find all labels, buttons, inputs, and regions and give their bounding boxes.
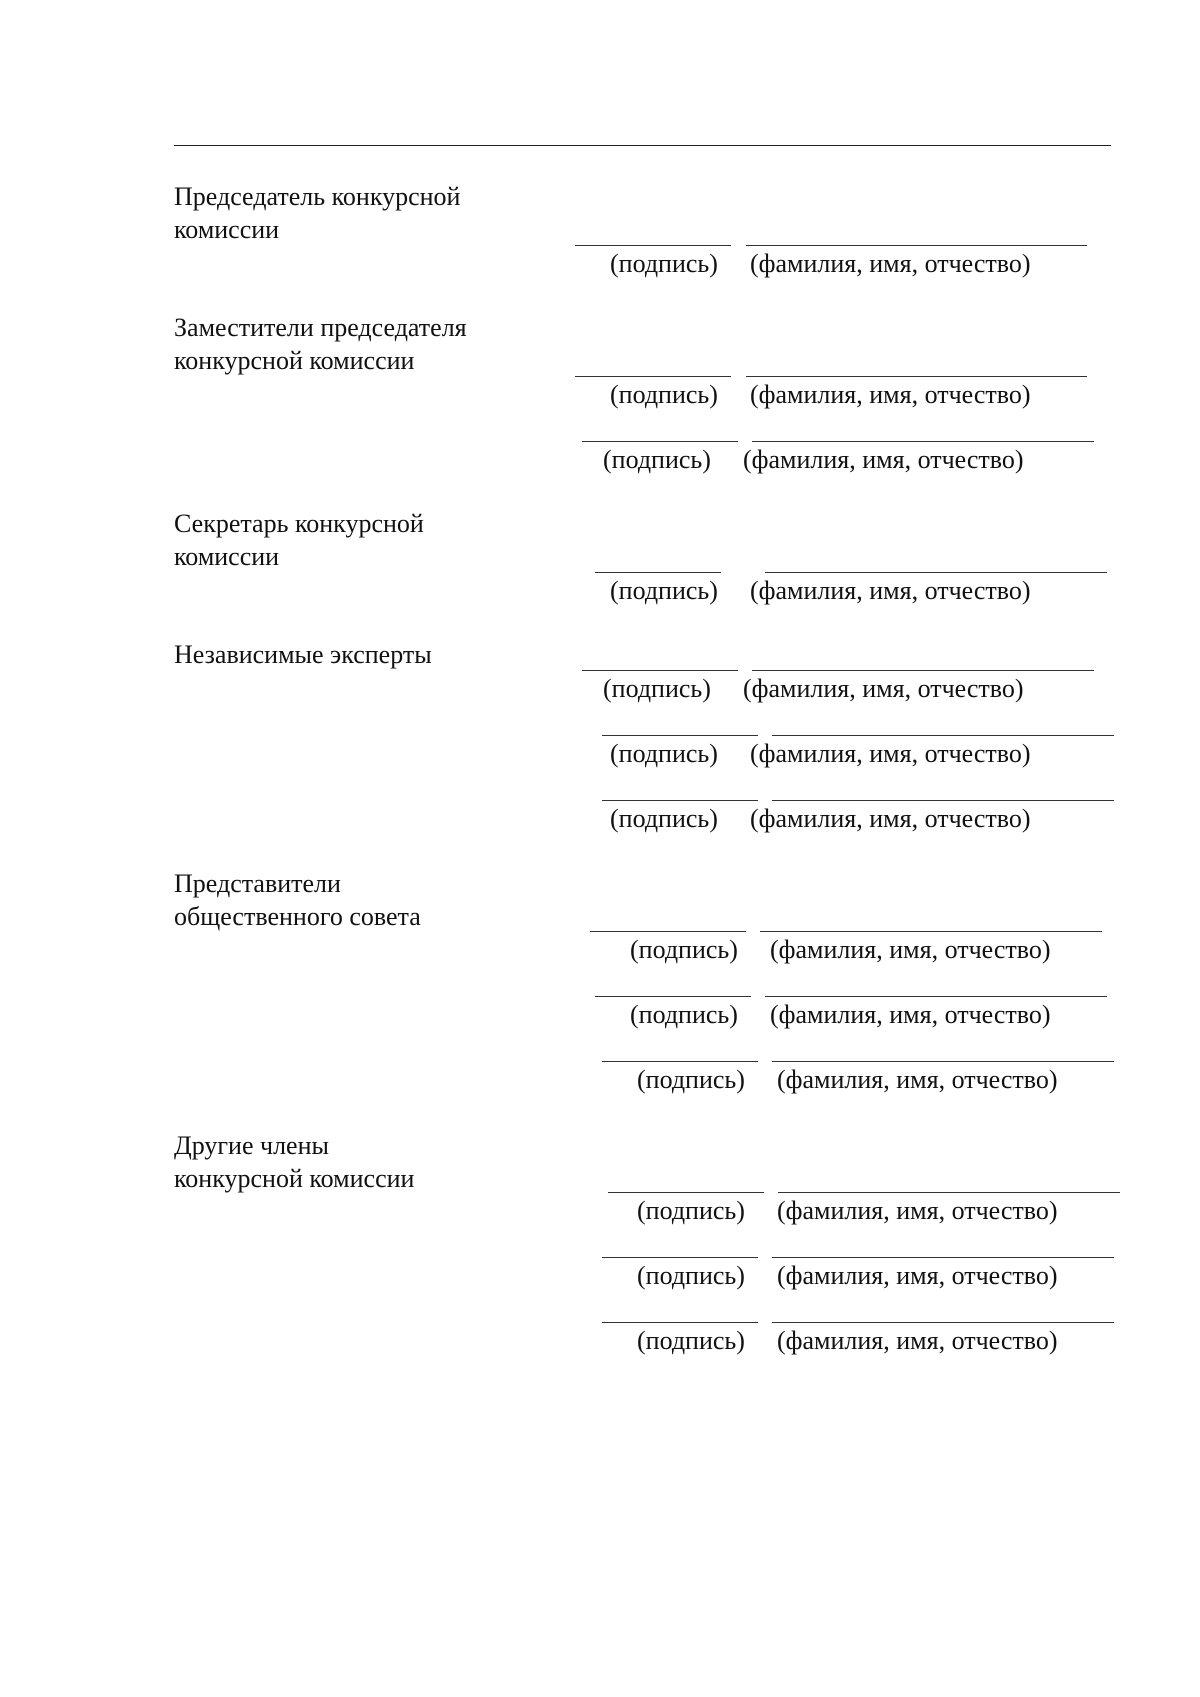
role-secretary-line-1: Секретарь конкурсной bbox=[174, 509, 424, 538]
top-divider bbox=[174, 145, 1111, 146]
role-public-council bbox=[174, 867, 421, 933]
full-name-line bbox=[746, 245, 1087, 246]
full-name-line bbox=[752, 441, 1094, 442]
full-name-line bbox=[760, 931, 1102, 932]
full-name-caption: (фамилия, имя, отчество) bbox=[770, 935, 1051, 964]
full-name-line bbox=[772, 1061, 1114, 1062]
full-name-line bbox=[778, 1192, 1120, 1193]
full-name-line bbox=[752, 670, 1094, 671]
role-deputies-line-2: конкурсной комиссии bbox=[174, 346, 415, 375]
full-name-line bbox=[765, 996, 1107, 997]
signature-caption: (подпись) bbox=[630, 1000, 738, 1029]
full-name-caption: (фамилия, имя, отчество) bbox=[750, 804, 1031, 833]
signature-caption: (подпись) bbox=[610, 739, 718, 768]
full-name-caption: (фамилия, имя, отчество) bbox=[777, 1261, 1058, 1290]
full-name-caption: (фамилия, имя, отчество) bbox=[750, 576, 1031, 605]
signature-line bbox=[602, 800, 758, 801]
full-name-caption: (фамилия, имя, отчество) bbox=[777, 1196, 1058, 1225]
signature-caption: (подпись) bbox=[603, 674, 711, 703]
signature-line bbox=[595, 996, 751, 997]
signature-caption: (подпись) bbox=[637, 1065, 745, 1094]
signature-line bbox=[602, 735, 758, 736]
signature-caption: (подпись) bbox=[630, 935, 738, 964]
signature-caption: (подпись) bbox=[637, 1196, 745, 1225]
role-chairman-line-1: Председатель конкурсной bbox=[174, 182, 461, 211]
signature-line bbox=[602, 1061, 758, 1062]
signature-caption: (подпись) bbox=[603, 445, 711, 474]
full-name-line bbox=[765, 572, 1107, 573]
full-name-line bbox=[772, 1257, 1114, 1258]
role-other-members-line-2: конкурсной комиссии bbox=[174, 1164, 415, 1193]
role-experts bbox=[174, 638, 432, 671]
role-other-members-line-1: Другие члены bbox=[174, 1131, 329, 1160]
signature-line bbox=[582, 670, 738, 671]
signature-line bbox=[608, 1192, 764, 1193]
role-deputies-line-1: Заместители председателя bbox=[174, 313, 467, 342]
signature-caption: (подпись) bbox=[610, 804, 718, 833]
full-name-caption: (фамилия, имя, отчество) bbox=[743, 445, 1024, 474]
full-name-caption: (фамилия, имя, отчество) bbox=[743, 674, 1024, 703]
signature-caption: (подпись) bbox=[610, 576, 718, 605]
role-deputies bbox=[174, 311, 467, 377]
full-name-line bbox=[772, 800, 1114, 801]
full-name-line bbox=[772, 1322, 1114, 1323]
signature-caption: (подпись) bbox=[610, 380, 718, 409]
signature-caption: (подпись) bbox=[637, 1261, 745, 1290]
signature-caption: (подпись) bbox=[637, 1326, 745, 1355]
role-public-council-line-1: Представители bbox=[174, 869, 341, 898]
role-chairman-line-2: комиссии bbox=[174, 215, 280, 244]
full-name-caption: (фамилия, имя, отчество) bbox=[750, 380, 1031, 409]
role-public-council-line-2: общественного совета bbox=[174, 902, 421, 931]
full-name-caption: (фамилия, имя, отчество) bbox=[777, 1065, 1058, 1094]
signature-line bbox=[602, 1257, 758, 1258]
full-name-caption: (фамилия, имя, отчество) bbox=[777, 1326, 1058, 1355]
role-chairman bbox=[174, 180, 460, 246]
signature-caption: (подпись) bbox=[610, 249, 718, 278]
signature-line bbox=[602, 1322, 758, 1323]
signature-line bbox=[575, 376, 731, 377]
role-other-members bbox=[174, 1129, 414, 1195]
full-name-caption: (фамилия, имя, отчество) bbox=[770, 1000, 1051, 1029]
full-name-caption: (фамилия, имя, отчество) bbox=[750, 249, 1031, 278]
role-experts-line-1: Независимые эксперты bbox=[174, 640, 432, 669]
role-secretary-line-2: комиссии bbox=[174, 542, 280, 571]
signature-line bbox=[582, 441, 738, 442]
full-name-caption: (фамилия, имя, отчество) bbox=[750, 739, 1031, 768]
signature-line bbox=[590, 931, 746, 932]
role-secretary bbox=[174, 507, 424, 573]
full-name-line bbox=[746, 376, 1087, 377]
full-name-line bbox=[772, 735, 1114, 736]
signature-line bbox=[595, 572, 721, 573]
signature-line bbox=[575, 245, 731, 246]
